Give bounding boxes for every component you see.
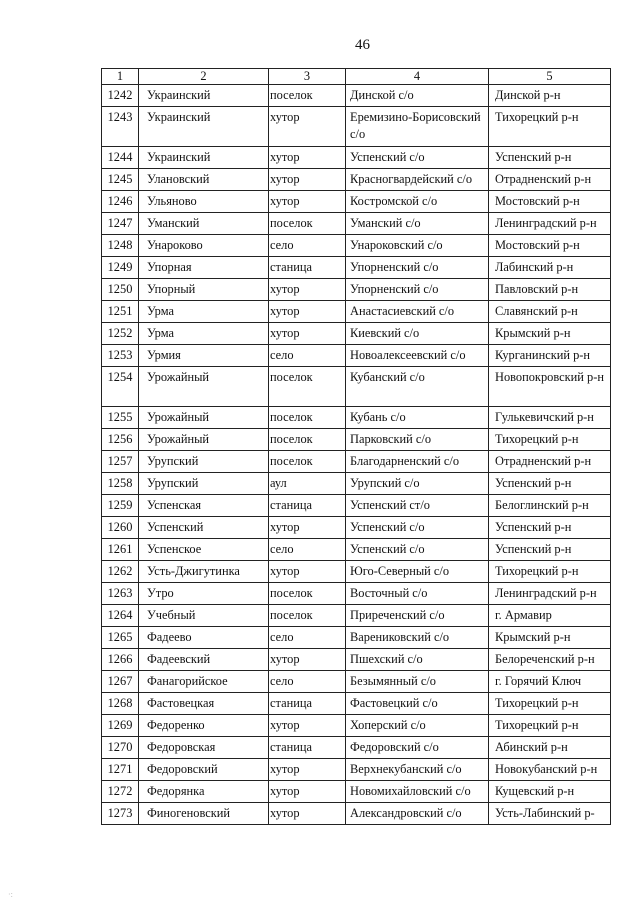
settlement-name-cell: Учебный (139, 605, 269, 627)
settlement-type-cell: село (269, 539, 346, 561)
district-cell: Успенский р-н (489, 147, 611, 169)
council-cell: Успенский с/о (346, 147, 489, 169)
district-cell: Павловский р-н (489, 279, 611, 301)
district-cell: Кущевский р-н (489, 781, 611, 803)
row-number-cell: 1253 (102, 345, 139, 367)
row-number-cell: 1257 (102, 451, 139, 473)
header-col-1: 1 (102, 69, 139, 85)
row-number-cell: 1271 (102, 759, 139, 781)
district-cell: Курганинский р-н (489, 345, 611, 367)
council-cell: Упорненский с/о (346, 257, 489, 279)
council-cell: Киевский с/о (346, 323, 489, 345)
settlement-type-cell: хутор (269, 649, 346, 671)
settlement-type-cell: хутор (269, 279, 346, 301)
settlement-name-cell: Урожайный (139, 429, 269, 451)
council-cell: Унароковский с/о (346, 235, 489, 257)
settlement-name-cell: Урожайный (139, 367, 269, 407)
settlement-type-cell: хутор (269, 147, 346, 169)
settlement-type-cell: поселок (269, 583, 346, 605)
settlement-type-cell: поселок (269, 85, 346, 107)
settlement-name-cell: Урма (139, 323, 269, 345)
table-row (102, 147, 611, 169)
district-cell: Абинский р-н (489, 737, 611, 759)
table-row (102, 345, 611, 367)
settlement-type-cell: хутор (269, 803, 346, 825)
row-number-cell: 1266 (102, 649, 139, 671)
district-cell: Тихорецкий р-н (489, 693, 611, 715)
row-number-cell: 1254 (102, 367, 139, 407)
council-cell: Александровский с/о (346, 803, 489, 825)
row-number-cell: 1250 (102, 279, 139, 301)
table-row (102, 473, 611, 495)
council-cell: Успенский с/о (346, 539, 489, 561)
header-col-3: 3 (269, 69, 346, 85)
settlement-name-cell: Фадеево (139, 627, 269, 649)
row-number-cell: 1242 (102, 85, 139, 107)
row-number-cell: 1248 (102, 235, 139, 257)
row-number-cell: 1261 (102, 539, 139, 561)
settlement-name-cell: Финогеновский (139, 803, 269, 825)
settlement-name-cell: Украинский (139, 85, 269, 107)
table-header (102, 69, 611, 85)
council-cell: Федоровский с/о (346, 737, 489, 759)
settlement-name-cell: Урожайный (139, 407, 269, 429)
council-cell: Уманский с/о (346, 213, 489, 235)
council-cell: Приреченский с/о (346, 605, 489, 627)
row-number-cell: 1272 (102, 781, 139, 803)
settlement-name-cell: Уманский (139, 213, 269, 235)
table-row (102, 257, 611, 279)
table-row (102, 367, 611, 407)
council-cell: Благодарненский с/о (346, 451, 489, 473)
district-cell: Крымский р-н (489, 323, 611, 345)
district-cell: Новокубанский р-н (489, 759, 611, 781)
district-cell: Отрадненский р-н (489, 169, 611, 191)
settlement-name-cell: Успенский (139, 517, 269, 539)
settlement-type-cell: аул (269, 473, 346, 495)
council-cell: Кубанский с/о (346, 367, 489, 407)
table-row (102, 191, 611, 213)
settlement-name-cell: Урма (139, 301, 269, 323)
district-cell: Крымский р-н (489, 627, 611, 649)
row-number-cell: 1263 (102, 583, 139, 605)
district-cell: Тихорецкий р-н (489, 561, 611, 583)
row-number-cell: 1268 (102, 693, 139, 715)
settlement-type-cell: село (269, 345, 346, 367)
settlement-type-cell: село (269, 671, 346, 693)
row-number-cell: 1256 (102, 429, 139, 451)
table-row (102, 671, 611, 693)
district-cell: Белореченский р-н (489, 649, 611, 671)
council-cell: Безымянный с/о (346, 671, 489, 693)
settlement-name-cell: Фадеевский (139, 649, 269, 671)
settlement-name-cell: Федоренко (139, 715, 269, 737)
table-row (102, 85, 611, 107)
district-cell: Тихорецкий р-н (489, 715, 611, 737)
settlement-name-cell: Фастовецкая (139, 693, 269, 715)
settlement-name-cell: Утро (139, 583, 269, 605)
district-cell: Усть-Лабинский р- (489, 803, 611, 825)
row-number-cell: 1273 (102, 803, 139, 825)
row-number-cell: 1269 (102, 715, 139, 737)
district-cell: Динской р-н (489, 85, 611, 107)
settlement-type-cell: поселок (269, 407, 346, 429)
settlement-name-cell: Урмия (139, 345, 269, 367)
table-row (102, 715, 611, 737)
settlement-type-cell: село (269, 627, 346, 649)
table-row (102, 781, 611, 803)
table-row (102, 213, 611, 235)
table-row (102, 693, 611, 715)
table-row (102, 561, 611, 583)
settlement-type-cell: поселок (269, 367, 346, 407)
row-number-cell: 1245 (102, 169, 139, 191)
district-cell: Успенский р-н (489, 539, 611, 561)
table-row (102, 235, 611, 257)
table-row (102, 495, 611, 517)
table-row (102, 279, 611, 301)
council-cell: Кубань с/о (346, 407, 489, 429)
district-cell: Ленинградский р-н (489, 583, 611, 605)
district-cell: Лабинский р-н (489, 257, 611, 279)
table-row (102, 323, 611, 345)
settlement-type-cell: хутор (269, 517, 346, 539)
council-cell: Новомихайловский с/о (346, 781, 489, 803)
table-row (102, 107, 611, 147)
council-cell: Хоперский с/о (346, 715, 489, 737)
settlement-type-cell: хутор (269, 107, 346, 147)
settlement-type-cell: хутор (269, 169, 346, 191)
header-col-5: 5 (489, 69, 611, 85)
row-number-cell: 1249 (102, 257, 139, 279)
council-cell: Юго-Северный с/о (346, 561, 489, 583)
table-row (102, 451, 611, 473)
table-row (102, 737, 611, 759)
header-col-2: 2 (139, 69, 269, 85)
table-row (102, 583, 611, 605)
district-cell: г. Армавир (489, 605, 611, 627)
district-cell: Новопокровский р-н (489, 367, 611, 407)
district-cell: Ленинградский р-н (489, 213, 611, 235)
settlement-type-cell: поселок (269, 451, 346, 473)
settlement-type-cell: поселок (269, 213, 346, 235)
row-number-cell: 1258 (102, 473, 139, 495)
district-cell: Тихорецкий р-н (489, 107, 611, 147)
settlement-name-cell: Упорный (139, 279, 269, 301)
council-cell: Упорненский с/о (346, 279, 489, 301)
council-cell: Урупский с/о (346, 473, 489, 495)
settlement-type-cell: хутор (269, 301, 346, 323)
row-number-cell: 1267 (102, 671, 139, 693)
table-row (102, 539, 611, 561)
table-row (102, 407, 611, 429)
settlement-type-cell: хутор (269, 191, 346, 213)
district-cell: Тихорецкий р-н (489, 429, 611, 451)
council-cell: Парковский с/о (346, 429, 489, 451)
table-body (102, 85, 611, 825)
settlement-type-cell: хутор (269, 561, 346, 583)
settlement-type-cell: станица (269, 257, 346, 279)
settlements-table (101, 68, 611, 825)
settlement-type-cell: станица (269, 495, 346, 517)
settlement-type-cell: хутор (269, 715, 346, 737)
settlement-name-cell: Унароково (139, 235, 269, 257)
council-cell: Фастовецкий с/о (346, 693, 489, 715)
header-row (102, 69, 611, 85)
district-cell: Мостовский р-н (489, 235, 611, 257)
settlement-name-cell: Украинский (139, 147, 269, 169)
table-row (102, 517, 611, 539)
row-number-cell: 1247 (102, 213, 139, 235)
council-cell: Варениковский с/о (346, 627, 489, 649)
settlement-name-cell: Урупский (139, 473, 269, 495)
settlement-name-cell: Федоровская (139, 737, 269, 759)
council-cell: Успенский ст/о (346, 495, 489, 517)
council-cell: Новоалексеевский с/о (346, 345, 489, 367)
table-row (102, 429, 611, 451)
settlement-name-cell: Успенское (139, 539, 269, 561)
district-cell: Белоглинский р-н (489, 495, 611, 517)
table-row (102, 649, 611, 671)
settlement-type-cell: поселок (269, 429, 346, 451)
table-row (102, 803, 611, 825)
settlement-name-cell: Ульяново (139, 191, 269, 213)
row-number-cell: 1251 (102, 301, 139, 323)
table-row (102, 759, 611, 781)
row-number-cell: 1255 (102, 407, 139, 429)
settlement-name-cell: Украинский (139, 107, 269, 147)
settlement-type-cell: село (269, 235, 346, 257)
settlement-type-cell: станица (269, 693, 346, 715)
table-row (102, 169, 611, 191)
settlement-name-cell: Федоровский (139, 759, 269, 781)
district-cell: Мостовский р-н (489, 191, 611, 213)
settlement-name-cell: Федорянка (139, 781, 269, 803)
row-number-cell: 1244 (102, 147, 139, 169)
header-col-4: 4 (346, 69, 489, 85)
settlement-name-cell: Фанагорийское (139, 671, 269, 693)
council-cell: Анастасиевский с/о (346, 301, 489, 323)
row-number-cell: 1270 (102, 737, 139, 759)
row-number-cell: 1260 (102, 517, 139, 539)
council-cell: Динской с/о (346, 85, 489, 107)
scan-mark: ·: (8, 890, 13, 899)
row-number-cell: 1246 (102, 191, 139, 213)
council-cell: Еремизино-Борисовский с/о (346, 107, 489, 147)
row-number-cell: 1252 (102, 323, 139, 345)
page-number: 46 (355, 37, 370, 53)
table-row (102, 627, 611, 649)
district-cell: Отрадненский р-н (489, 451, 611, 473)
council-cell: Красногвардейский с/о (346, 169, 489, 191)
council-cell: Пшехский с/о (346, 649, 489, 671)
table-row (102, 605, 611, 627)
row-number-cell: 1243 (102, 107, 139, 147)
council-cell: Восточный с/о (346, 583, 489, 605)
district-cell: Успенский р-н (489, 473, 611, 495)
settlement-name-cell: Успенская (139, 495, 269, 517)
settlement-name-cell: Урупский (139, 451, 269, 473)
settlement-name-cell: Улановский (139, 169, 269, 191)
district-cell: Успенский р-н (489, 517, 611, 539)
row-number-cell: 1259 (102, 495, 139, 517)
row-number-cell: 1264 (102, 605, 139, 627)
settlement-name-cell: Усть-Джигутинка (139, 561, 269, 583)
settlement-name-cell: Упорная (139, 257, 269, 279)
council-cell: Успенский с/о (346, 517, 489, 539)
row-number-cell: 1265 (102, 627, 139, 649)
council-cell: Верхнекубанский с/о (346, 759, 489, 781)
table-row (102, 301, 611, 323)
district-cell: г. Горячий Ключ (489, 671, 611, 693)
council-cell: Костромской с/о (346, 191, 489, 213)
settlement-type-cell: хутор (269, 323, 346, 345)
settlement-type-cell: поселок (269, 605, 346, 627)
settlement-type-cell: хутор (269, 759, 346, 781)
row-number-cell: 1262 (102, 561, 139, 583)
settlement-type-cell: станица (269, 737, 346, 759)
district-cell: Гулькевичский р-н (489, 407, 611, 429)
district-cell: Славянский р-н (489, 301, 611, 323)
settlement-type-cell: хутор (269, 781, 346, 803)
